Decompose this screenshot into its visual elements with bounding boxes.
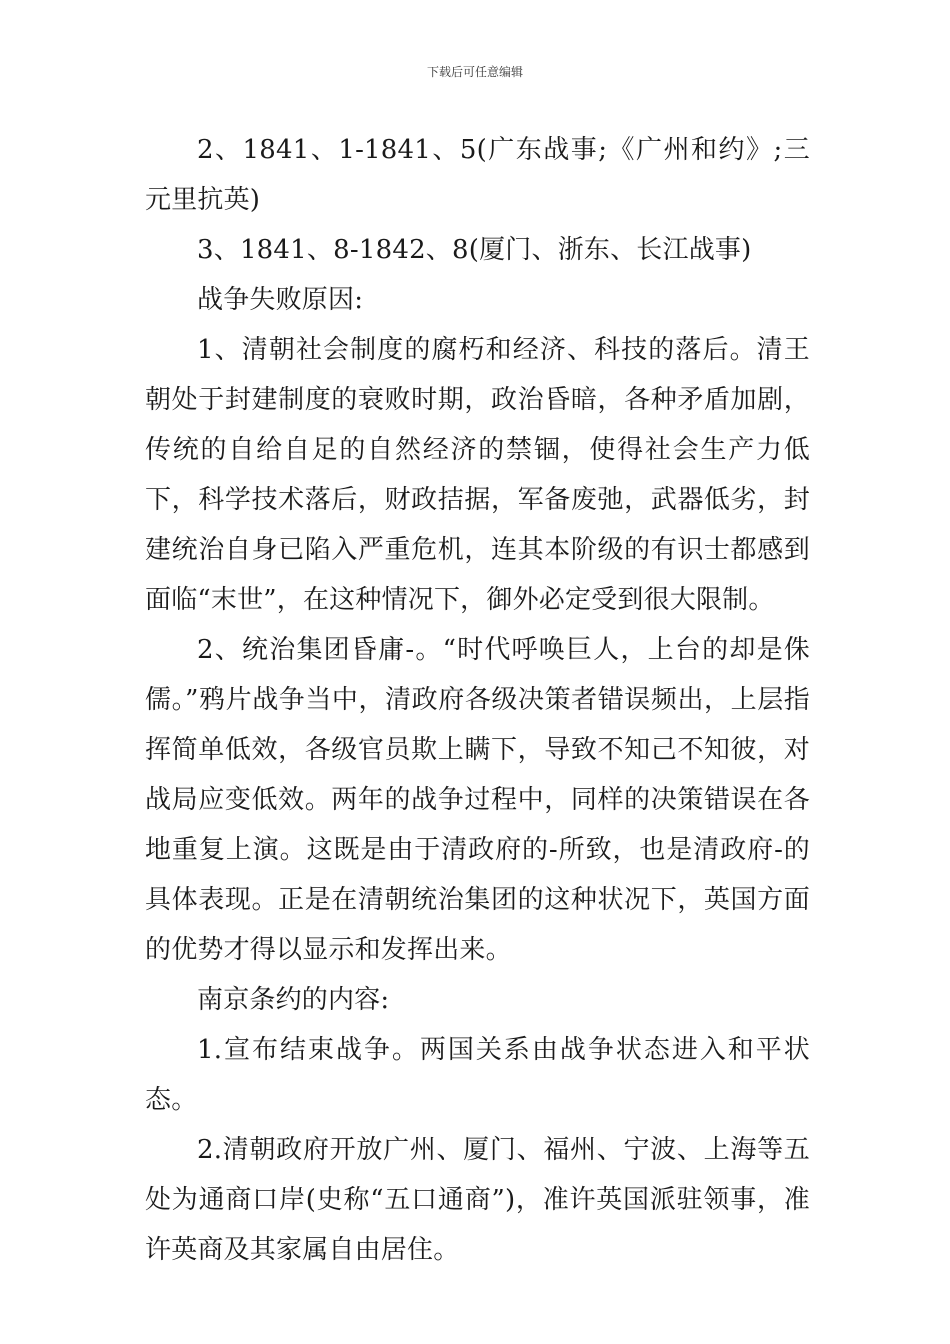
paragraph-reason-2: 2、统治集团昏庸-。“时代呼唤巨人，上台的却是侏儒。”鸦片战争当中，清政府各级决策者错误频出，上层指挥简单低效，各级官员欺上瞒下，导致不知己不知彼，对战局应变低效。两年的战争过程中，同样的决策错误在各地重复上演。这既是由于清政府的-所致，也是清政府-的具体表现。正是在清朝统治集团的这种状况下，英国方面的优势才得以显示和发挥出来。 — [145, 635, 810, 965]
document-body — [145, 125, 810, 1275]
paragraph-war-phase-2: 2、1841、1-1841、5(广东战事;《广州和约》;三元里抗英) — [145, 135, 810, 215]
paragraph-treaty-item-1: 1.宣布结束战争。两国关系由战争状态进入和平状态。 — [145, 1035, 810, 1115]
paragraph-war-phase-3: 3、1841、8-1842、8(厦门、浙东、长江战事) — [197, 235, 752, 265]
paragraph-reason-1: 1、清朝社会制度的腐朽和经济、科技的落后。清王朝处于封建制度的衰败时期，政治昏暗，各种矛盾加剧，传统的自给自足的自然经济的禁锢，使得社会生产力低下，科学技术落后，财政拮据，军备废弛，武器低劣，封建统治自身已陷入严重危机，连其本阶级的有识士都感到面临“末世”，在这种情况下，御外必定受到很大限制。 — [145, 335, 810, 615]
page-header: 下载后可任意编辑 — [426, 65, 523, 79]
heading-treaty-contents: 南京条约的内容: — [197, 985, 390, 1015]
heading-defeat-reasons: 战争失败原因: — [197, 285, 364, 315]
paragraph-treaty-item-2: 2.清朝政府开放广州、厦门、福州、宁波、上海等五处为通商口岸(史称“五口通商”)，准许英国派驻领事，准许英商及其家属自由居住。 — [145, 1135, 810, 1265]
